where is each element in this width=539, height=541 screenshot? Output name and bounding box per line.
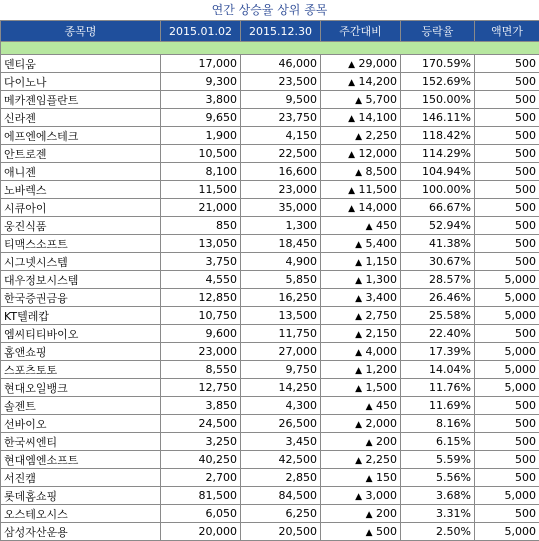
change-cell (321, 253, 401, 271)
stock-name-cell: 엠씨티티바이오 (1, 325, 161, 343)
table-row (1, 73, 539, 91)
rate-cell: 26.46% (401, 289, 475, 307)
change-cell (321, 163, 401, 181)
change-value: 4,000 (366, 345, 398, 358)
end-price-cell: 23,000 (241, 181, 321, 199)
change-cell (321, 73, 401, 91)
stock-name-cell: 웅진식품 (1, 217, 161, 235)
par-value-cell: 500 (475, 505, 539, 523)
change-value: 2,750 (366, 309, 398, 322)
stock-name-cell: 오스테오시스 (1, 505, 161, 523)
up-triangle-icon: ▲ (366, 402, 373, 412)
table-row (1, 433, 539, 451)
change-cell (321, 397, 401, 415)
par-value-cell: 500 (475, 433, 539, 451)
start-price-cell: 20,000 (161, 523, 241, 541)
stock-name-cell: 현대오일뱅크 (1, 379, 161, 397)
par-value-cell: 5,000 (475, 379, 539, 397)
change-cell (321, 487, 401, 505)
table-title: 연간 상승율 상위 종목 (0, 0, 539, 20)
change-value: 450 (376, 399, 397, 412)
par-value-cell: 500 (475, 217, 539, 235)
change-cell (321, 505, 401, 523)
table-row (1, 91, 539, 109)
par-value-cell: 500 (475, 451, 539, 469)
start-price-cell: 6,050 (161, 505, 241, 523)
table-row (1, 361, 539, 379)
start-price-cell: 3,800 (161, 91, 241, 109)
stock-name-cell: 애니젠 (1, 163, 161, 181)
up-triangle-icon: ▲ (348, 60, 355, 70)
end-price-cell: 9,500 (241, 91, 321, 109)
table-row (1, 163, 539, 181)
end-price-cell: 6,250 (241, 505, 321, 523)
change-value: 29,000 (359, 57, 398, 70)
rate-cell: 3.68% (401, 487, 475, 505)
stock-name-cell: 스포츠토토 (1, 361, 161, 379)
stock-name-cell: 홈앤쇼핑 (1, 343, 161, 361)
end-price-cell: 35,000 (241, 199, 321, 217)
up-triangle-icon: ▲ (355, 294, 362, 304)
par-value-cell: 500 (475, 127, 539, 145)
stock-name-cell: 솔젠트 (1, 397, 161, 415)
start-price-cell: 8,550 (161, 361, 241, 379)
end-price-cell: 11,750 (241, 325, 321, 343)
rate-cell: 5.56% (401, 469, 475, 487)
change-cell (321, 379, 401, 397)
change-cell (321, 307, 401, 325)
par-value-cell: 5,000 (475, 361, 539, 379)
rate-cell: 6.15% (401, 433, 475, 451)
change-cell (321, 91, 401, 109)
up-triangle-icon: ▲ (355, 492, 362, 502)
stock-name-cell: 삼성자산운용 (1, 523, 161, 541)
rate-cell: 30.67% (401, 253, 475, 271)
end-price-cell: 4,300 (241, 397, 321, 415)
change-value: 200 (376, 435, 397, 448)
start-price-cell: 9,300 (161, 73, 241, 91)
change-cell (321, 343, 401, 361)
table-row (1, 379, 539, 397)
stock-name-cell: 시그넷시스템 (1, 253, 161, 271)
stock-name-cell: 시큐아이 (1, 199, 161, 217)
change-value: 12,000 (359, 147, 398, 160)
table-row (1, 145, 539, 163)
start-price-cell: 9,650 (161, 109, 241, 127)
stock-name-cell: 한국씨엔티 (1, 433, 161, 451)
end-price-cell: 23,750 (241, 109, 321, 127)
stock-name-cell: 덴티움 (1, 55, 161, 73)
rate-cell: 2.50% (401, 523, 475, 541)
change-value: 14,000 (359, 201, 398, 214)
rate-cell: 11.69% (401, 397, 475, 415)
start-price-cell: 13,050 (161, 235, 241, 253)
par-value-cell: 500 (475, 199, 539, 217)
change-value: 450 (376, 219, 397, 232)
par-value-cell: 500 (475, 253, 539, 271)
stock-name-cell: 티맥스소프트 (1, 235, 161, 253)
end-price-cell: 4,150 (241, 127, 321, 145)
par-value-cell: 500 (475, 235, 539, 253)
start-price-cell: 24,500 (161, 415, 241, 433)
par-value-cell: 500 (475, 109, 539, 127)
change-value: 1,300 (366, 273, 398, 286)
table-row (1, 199, 539, 217)
par-value-cell: 500 (475, 415, 539, 433)
up-triangle-icon: ▲ (355, 384, 362, 394)
end-price-cell: 18,450 (241, 235, 321, 253)
end-price-cell: 3,450 (241, 433, 321, 451)
change-value: 3,400 (366, 291, 398, 304)
change-cell (321, 199, 401, 217)
start-price-cell: 4,550 (161, 271, 241, 289)
table-row (1, 469, 539, 487)
change-cell (321, 181, 401, 199)
stock-name-cell: 안트로젠 (1, 145, 161, 163)
start-price-cell: 2,700 (161, 469, 241, 487)
column-header-change: 주간대비 (321, 21, 401, 42)
change-value: 2,000 (366, 417, 398, 430)
up-triangle-icon: ▲ (348, 78, 355, 88)
start-price-cell: 12,750 (161, 379, 241, 397)
change-value: 14,100 (359, 111, 398, 124)
start-price-cell: 3,750 (161, 253, 241, 271)
rate-cell: 104.94% (401, 163, 475, 181)
stock-name-cell: 롯데홈쇼핑 (1, 487, 161, 505)
table-row (1, 397, 539, 415)
up-triangle-icon: ▲ (366, 510, 373, 520)
par-value-cell: 5,000 (475, 307, 539, 325)
change-cell (321, 217, 401, 235)
stock-name-cell: 서진캠 (1, 469, 161, 487)
rate-cell: 14.04% (401, 361, 475, 379)
end-price-cell: 13,500 (241, 307, 321, 325)
table-row (1, 487, 539, 505)
start-price-cell: 17,000 (161, 55, 241, 73)
table-row (1, 253, 539, 271)
table-row (1, 55, 539, 73)
up-triangle-icon: ▲ (348, 150, 355, 160)
up-triangle-icon: ▲ (366, 222, 373, 232)
up-triangle-icon: ▲ (355, 258, 362, 268)
rate-cell: 17.39% (401, 343, 475, 361)
up-triangle-icon: ▲ (355, 276, 362, 286)
stock-name-cell: 다이노나 (1, 73, 161, 91)
start-price-cell: 11,500 (161, 181, 241, 199)
up-triangle-icon: ▲ (355, 168, 362, 178)
end-price-cell: 22,500 (241, 145, 321, 163)
start-price-cell: 3,850 (161, 397, 241, 415)
change-cell (321, 451, 401, 469)
rate-cell: 22.40% (401, 325, 475, 343)
up-triangle-icon: ▲ (355, 420, 362, 430)
start-price-cell: 21,000 (161, 199, 241, 217)
change-value: 1,150 (366, 255, 398, 268)
change-value: 3,000 (366, 489, 398, 502)
end-price-cell: 5,850 (241, 271, 321, 289)
spacer-row (1, 42, 539, 55)
table-row (1, 415, 539, 433)
end-price-cell: 26,500 (241, 415, 321, 433)
par-value-cell: 5,000 (475, 289, 539, 307)
stock-name-cell: 현대엠엔소프트 (1, 451, 161, 469)
table-row (1, 217, 539, 235)
end-price-cell: 2,850 (241, 469, 321, 487)
change-value: 11,500 (359, 183, 398, 196)
rate-cell: 41.38% (401, 235, 475, 253)
par-value-cell: 500 (475, 397, 539, 415)
table-row (1, 271, 539, 289)
change-value: 1,500 (366, 381, 398, 394)
rate-cell: 170.59% (401, 55, 475, 73)
rate-cell: 52.94% (401, 217, 475, 235)
change-cell (321, 523, 401, 541)
change-cell (321, 145, 401, 163)
table-row (1, 343, 539, 361)
change-cell (321, 55, 401, 73)
up-triangle-icon: ▲ (355, 132, 362, 142)
table-row (1, 181, 539, 199)
end-price-cell: 16,250 (241, 289, 321, 307)
change-value: 150 (376, 471, 397, 484)
par-value-cell: 500 (475, 181, 539, 199)
up-triangle-icon: ▲ (355, 96, 362, 106)
change-cell (321, 289, 401, 307)
rate-cell: 146.11% (401, 109, 475, 127)
par-value-cell: 5,000 (475, 271, 539, 289)
start-price-cell: 1,900 (161, 127, 241, 145)
up-triangle-icon: ▲ (366, 528, 373, 538)
column-header-start-date: 2015.01.02 (161, 21, 241, 42)
table-row (1, 127, 539, 145)
table-row (1, 307, 539, 325)
up-triangle-icon: ▲ (355, 240, 362, 250)
up-triangle-icon: ▲ (366, 438, 373, 448)
change-value: 14,200 (359, 75, 398, 88)
end-price-cell: 20,500 (241, 523, 321, 541)
column-header-par-value: 액면가 (475, 21, 539, 42)
up-triangle-icon: ▲ (355, 312, 362, 322)
column-header-rate: 등락율 (401, 21, 475, 42)
table-row (1, 289, 539, 307)
par-value-cell: 5,000 (475, 343, 539, 361)
change-cell (321, 325, 401, 343)
table-row (1, 235, 539, 253)
par-value-cell: 5,000 (475, 487, 539, 505)
stock-table (0, 20, 539, 541)
par-value-cell: 500 (475, 145, 539, 163)
change-value: 500 (376, 525, 397, 538)
change-cell (321, 361, 401, 379)
end-price-cell: 14,250 (241, 379, 321, 397)
par-value-cell: 500 (475, 163, 539, 181)
up-triangle-icon: ▲ (355, 348, 362, 358)
stock-name-cell: 대우정보시스템 (1, 271, 161, 289)
start-price-cell: 40,250 (161, 451, 241, 469)
par-value-cell: 5,000 (475, 523, 539, 541)
table-row (1, 505, 539, 523)
end-price-cell: 9,750 (241, 361, 321, 379)
rate-cell: 114.29% (401, 145, 475, 163)
end-price-cell: 27,000 (241, 343, 321, 361)
change-value: 1,200 (366, 363, 398, 376)
stock-name-cell: 선바이오 (1, 415, 161, 433)
table-row (1, 325, 539, 343)
end-price-cell: 42,500 (241, 451, 321, 469)
end-price-cell: 46,000 (241, 55, 321, 73)
rate-cell: 11.76% (401, 379, 475, 397)
change-cell (321, 433, 401, 451)
end-price-cell: 16,600 (241, 163, 321, 181)
change-cell (321, 109, 401, 127)
start-price-cell: 10,500 (161, 145, 241, 163)
change-value: 5,400 (366, 237, 398, 250)
stock-name-cell: 에프엔에스테크 (1, 127, 161, 145)
start-price-cell: 9,600 (161, 325, 241, 343)
par-value-cell: 500 (475, 55, 539, 73)
end-price-cell: 23,500 (241, 73, 321, 91)
rate-cell: 152.69% (401, 73, 475, 91)
change-value: 2,150 (366, 327, 398, 340)
up-triangle-icon: ▲ (348, 204, 355, 214)
up-triangle-icon: ▲ (366, 474, 373, 484)
change-cell (321, 415, 401, 433)
table-row (1, 451, 539, 469)
par-value-cell: 500 (475, 73, 539, 91)
stock-name-cell: 메카젠임플란트 (1, 91, 161, 109)
change-value: 8,500 (366, 165, 398, 178)
start-price-cell: 10,750 (161, 307, 241, 325)
change-cell (321, 469, 401, 487)
start-price-cell: 81,500 (161, 487, 241, 505)
stock-name-cell: 한국증권금융 (1, 289, 161, 307)
end-price-cell: 84,500 (241, 487, 321, 505)
change-value: 200 (376, 507, 397, 520)
start-price-cell: 3,250 (161, 433, 241, 451)
change-value: 2,250 (366, 129, 398, 142)
change-cell (321, 127, 401, 145)
up-triangle-icon: ▲ (348, 186, 355, 196)
column-header-end-date: 2015.12.30 (241, 21, 321, 42)
rate-cell: 8.16% (401, 415, 475, 433)
rate-cell: 28.57% (401, 271, 475, 289)
up-triangle-icon: ▲ (355, 330, 362, 340)
stock-name-cell: 노바렉스 (1, 181, 161, 199)
rate-cell: 100.00% (401, 181, 475, 199)
par-value-cell: 500 (475, 325, 539, 343)
rate-cell: 25.58% (401, 307, 475, 325)
change-cell (321, 235, 401, 253)
start-price-cell: 23,000 (161, 343, 241, 361)
end-price-cell: 1,300 (241, 217, 321, 235)
change-value: 5,700 (366, 93, 398, 106)
par-value-cell: 500 (475, 91, 539, 109)
up-triangle-icon: ▲ (348, 114, 355, 124)
table-row (1, 109, 539, 127)
rate-cell: 66.67% (401, 199, 475, 217)
start-price-cell: 8,100 (161, 163, 241, 181)
column-header-name: 종목명 (1, 21, 161, 42)
up-triangle-icon: ▲ (355, 456, 362, 466)
table-row (1, 523, 539, 541)
par-value-cell: 500 (475, 469, 539, 487)
rate-cell: 150.00% (401, 91, 475, 109)
rate-cell: 118.42% (401, 127, 475, 145)
rate-cell: 5.59% (401, 451, 475, 469)
header-row (1, 21, 539, 42)
stock-name-cell: 신라젠 (1, 109, 161, 127)
change-cell (321, 271, 401, 289)
up-triangle-icon: ▲ (355, 366, 362, 376)
rate-cell: 3.31% (401, 505, 475, 523)
change-value: 2,250 (366, 453, 398, 466)
end-price-cell: 4,900 (241, 253, 321, 271)
stock-name-cell: KT텔레캅 (1, 307, 161, 325)
start-price-cell: 850 (161, 217, 241, 235)
start-price-cell: 12,850 (161, 289, 241, 307)
